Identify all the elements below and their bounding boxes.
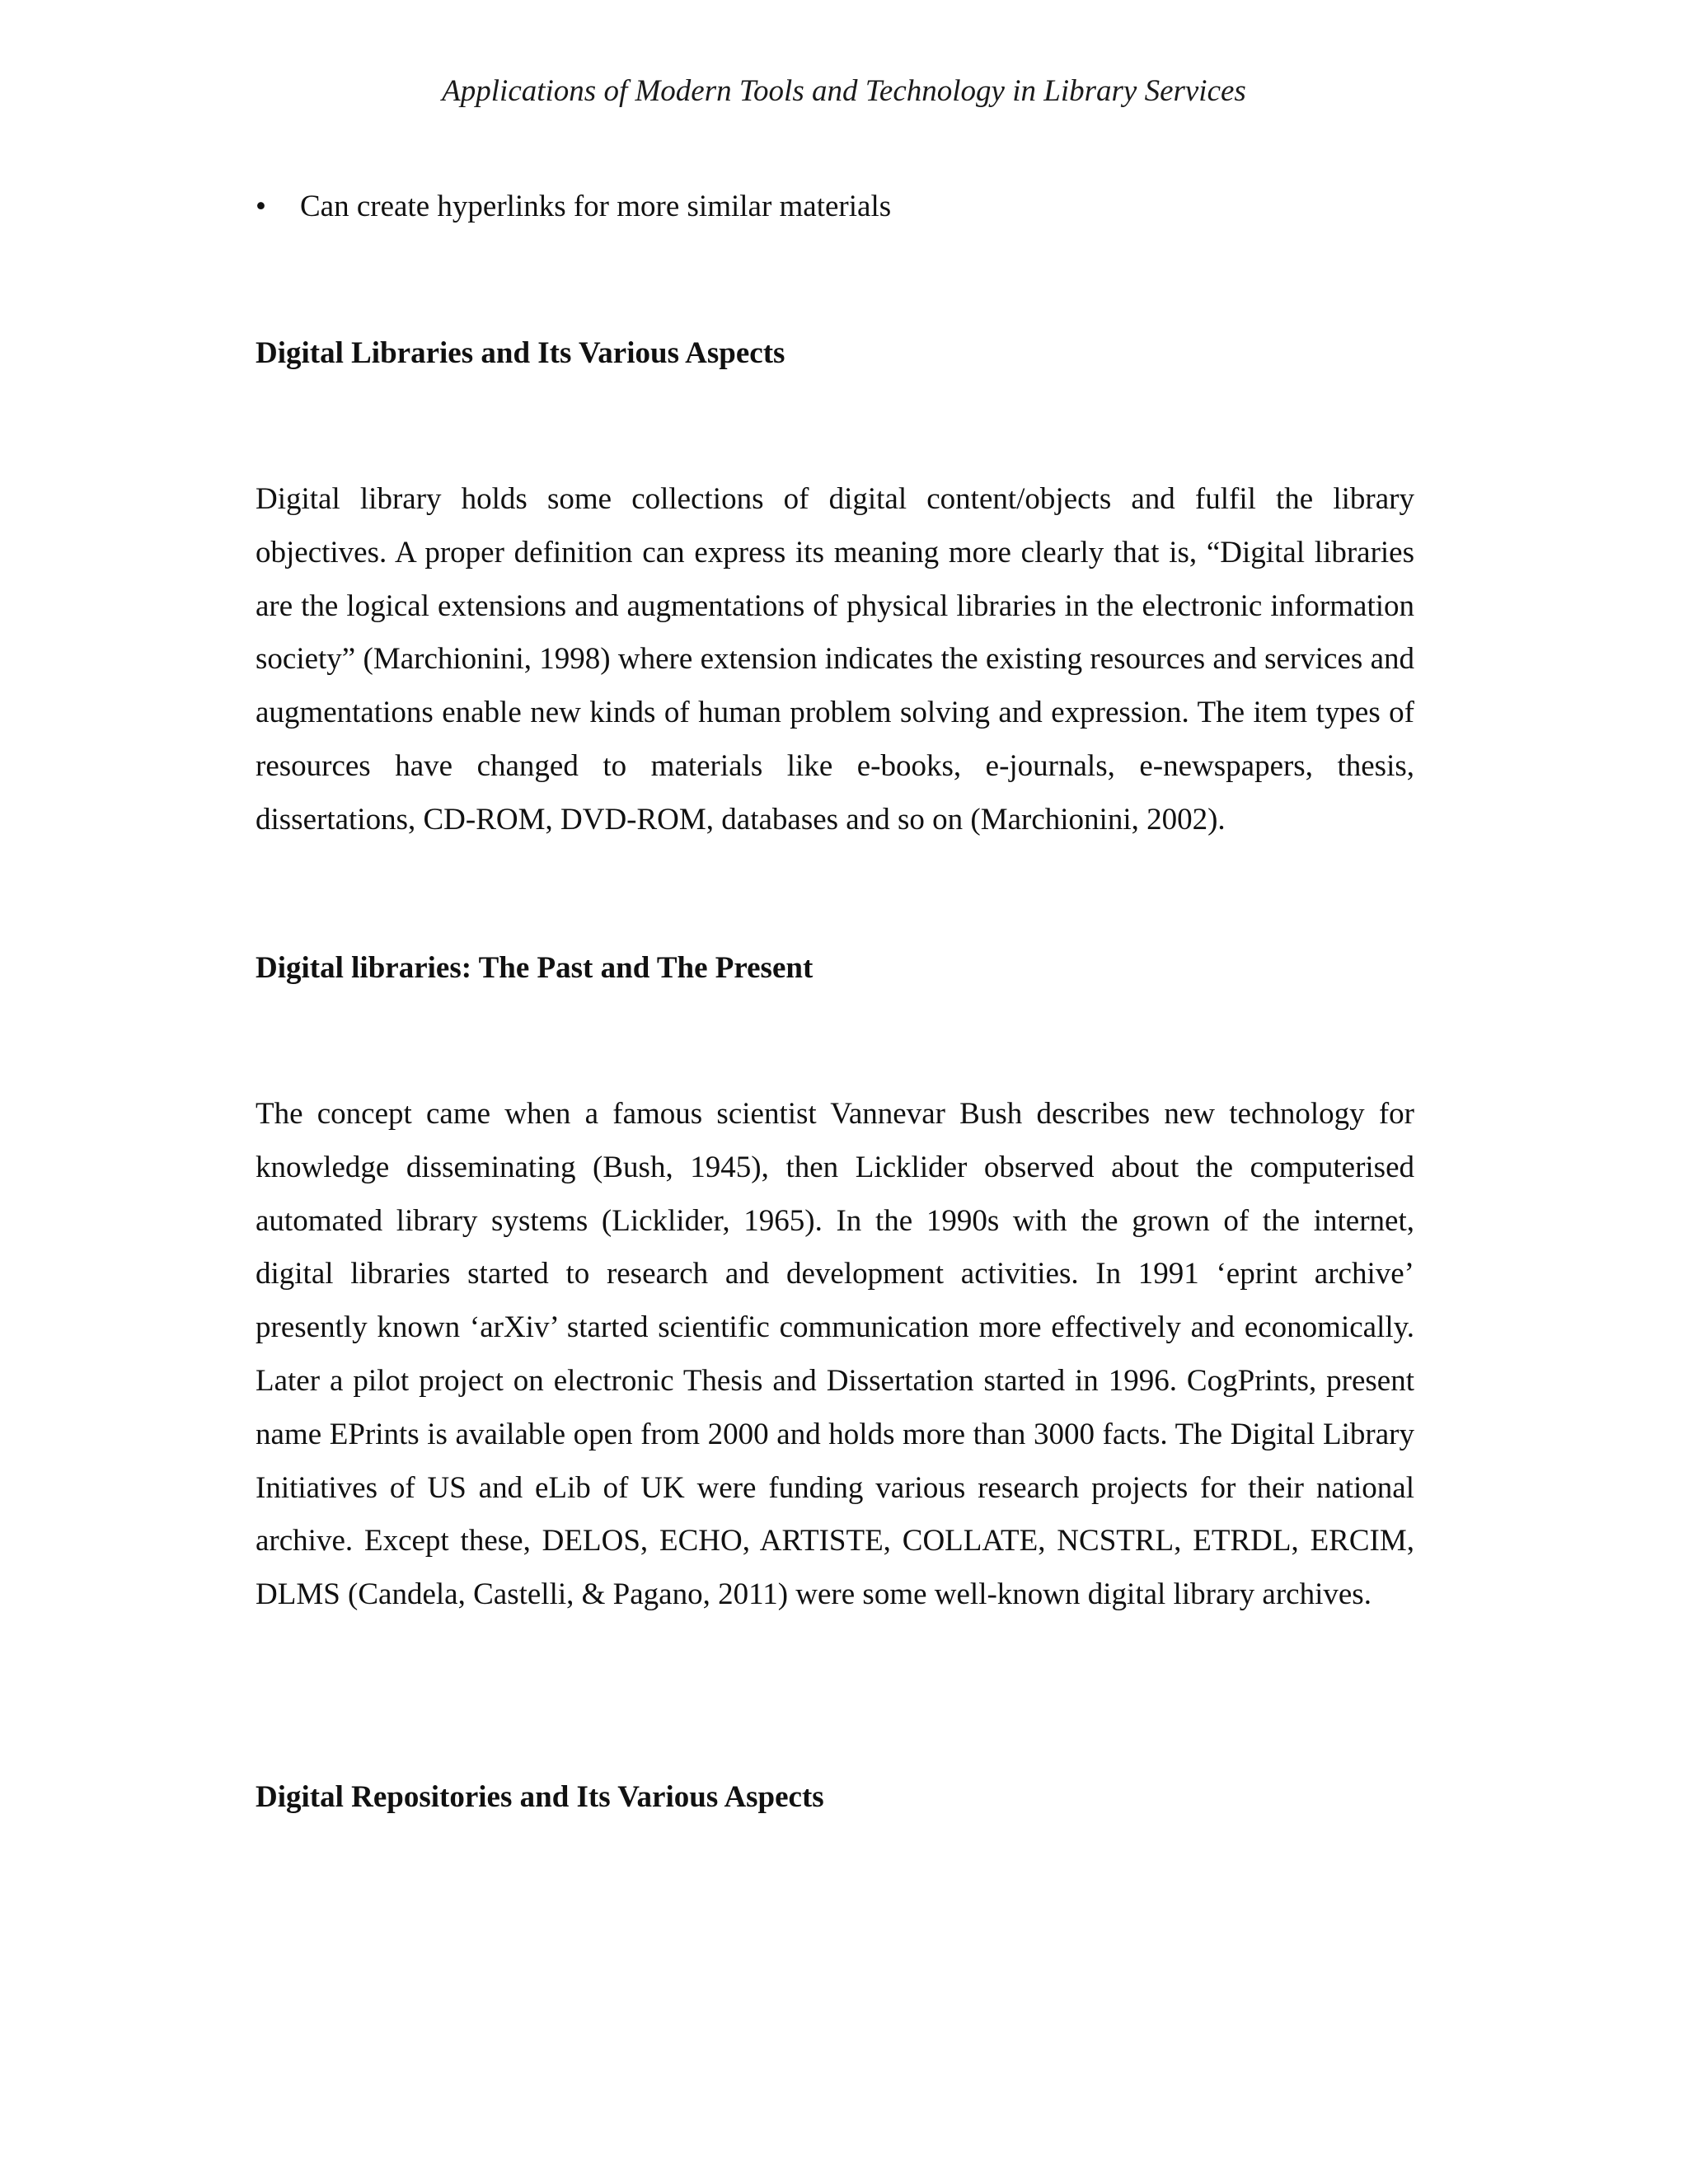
running-header: Applications of Modern Tools and Technology in Library Services <box>442 74 1246 108</box>
bullet-text: Can create hyperlinks for more similar materials <box>300 190 892 223</box>
section-paragraph-digital-libraries: Digital library holds some collections of digital content/objects and fulfil the library objectives. A proper definition can express its meaning more clearly that is, “Digital libraries are the logical extensions and augmentations of physical libraries in the electronic information society” (Marchionini, 1998) where extension indicates the existing resources and services and augmentations enable new kinds of human problem solving and expression. The item types of resources have changed to materials like e-books, e-journals, e-newspapers, thesis, dissertations, CD-ROM, DVD-ROM, databases and so on (Marchionini, 2002). <box>256 482 1414 837</box>
bullet-icon: • <box>256 190 266 223</box>
section-heading-past-present: Digital libraries: The Past and The Present <box>256 951 814 985</box>
section-heading-digital-libraries: Digital Libraries and Its Various Aspects <box>256 336 785 370</box>
section-paragraph-past-present: The concept came when a famous scientist Vannevar Bush describes new technology for knowledge disseminating (Bush, 1945), then Licklider observed about the computerised automated library systems (Licklider, 1965). In the 1990s with the grown of the internet, digital libraries started to research and development activities. In 1991 ‘eprint archive’ presently known ‘arXiv’ started scientific communication more effectively and economically. Later a pilot project on electronic Thesis and Dissertation started in 1996. CogPrints, present name EPrints is available open from 2000 and holds more than 3000 facts. The Digital Library Initiatives of US and eLib of UK were funding various research projects for their national archive. Except these, DELOS, ECHO, ARTISTE, COLLATE, NCSTRL, ETRDL, ERCIM, DLMS (Candela, Castelli, & Pagano, 2011) were some well-known digital library archives. <box>256 1097 1414 1612</box>
section-heading-digital-repositories: Digital Repositories and Its Various Aspects <box>256 1780 824 1814</box>
bullet-list-item <box>256 188 891 226</box>
